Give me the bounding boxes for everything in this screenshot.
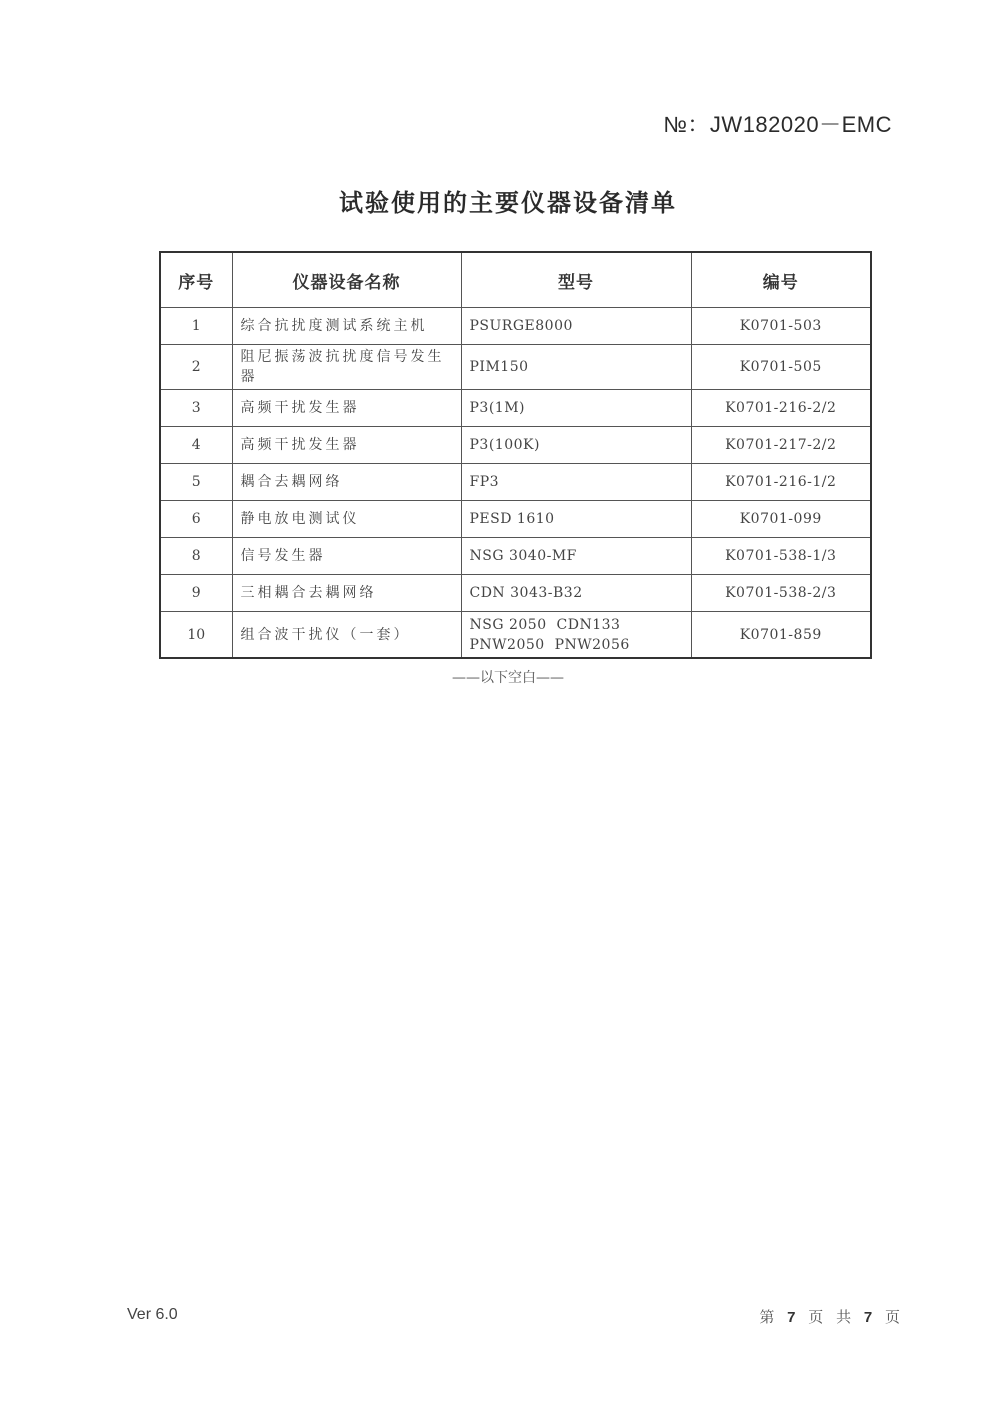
cell-name: 高频干扰发生器 [232, 427, 461, 464]
cell-model-line2: PNW2050 PNW2056 [469, 636, 630, 653]
cell-seq: 10 [160, 612, 232, 659]
cell-code: K0701-099 [691, 501, 871, 538]
cell-code: K0701-538-2/3 [691, 575, 871, 612]
cell-model: P3(1M) [461, 390, 691, 427]
table-row [160, 308, 871, 345]
cell-code: K0701-216-1/2 [691, 464, 871, 501]
cell-model: PESD 1610 [461, 501, 691, 538]
cell-code: K0701-216-2/2 [691, 390, 871, 427]
page-title: 试验使用的主要仪器设备清单 [339, 189, 677, 217]
table-header-row [160, 252, 871, 308]
end-of-list-mark: ——以下空白—— [452, 670, 564, 686]
page-number [759, 1306, 904, 1327]
page-prefix: 第 [759, 1308, 779, 1326]
cell-model: CDN 3043-B32 [461, 575, 691, 612]
cell-name: 耦合去耦网络 [232, 464, 461, 501]
column-header-model: 型号 [461, 252, 691, 308]
cell-code: K0701-538-1/3 [691, 538, 871, 575]
table-row [160, 575, 871, 612]
cell-name: 信号发生器 [232, 538, 461, 575]
cell-seq: 5 [160, 464, 232, 501]
cell-seq: 1 [160, 308, 232, 345]
page-mid: 页 共 [808, 1308, 856, 1326]
cell-name: 高频干扰发生器 [232, 390, 461, 427]
cell-code: K0701-217-2/2 [691, 427, 871, 464]
page-current: 7 [787, 1309, 800, 1326]
cell-seq: 2 [160, 345, 232, 390]
column-header-code: 编号 [691, 252, 871, 308]
cell-seq: 6 [160, 501, 232, 538]
table-row [160, 612, 871, 659]
cell-code: K0701-505 [691, 345, 871, 390]
cell-seq: 8 [160, 538, 232, 575]
cell-name: 组合波干扰仪（一套） [232, 612, 461, 659]
version-label: Ver 6.0 [127, 1306, 178, 1323]
cell-name: 静电放电测试仪 [232, 501, 461, 538]
table-row [160, 427, 871, 464]
table-row [160, 501, 871, 538]
cell-code: K0701-503 [691, 308, 871, 345]
table-row [160, 390, 871, 427]
cell-name: 三相耦合去耦网络 [232, 575, 461, 612]
cell-model: P3(100K) [461, 427, 691, 464]
column-header-seq: 序号 [160, 252, 232, 308]
cell-name: 综合抗扰度测试系统主机 [232, 308, 461, 345]
cell-seq: 4 [160, 427, 232, 464]
cell-model-line1: NSG 2050 CDN133 [469, 616, 621, 633]
page-suffix: 页 [884, 1308, 904, 1326]
cell-model: PIM150 [461, 345, 691, 390]
equipment-table [159, 251, 872, 659]
cell-model: FP3 [461, 464, 691, 501]
page-total: 7 [863, 1309, 877, 1326]
document-number: №：JW182020－EMC [663, 112, 892, 137]
cell-model: NSG 3040-MF [461, 538, 691, 575]
cell-seq: 9 [160, 575, 232, 612]
cell-model [461, 612, 691, 659]
column-header-name: 仪器设备名称 [232, 252, 461, 308]
cell-model: PSURGE8000 [461, 308, 691, 345]
cell-seq: 3 [160, 390, 232, 427]
table-row [160, 538, 871, 575]
cell-name: 阻尼振荡波抗扰度信号发生器 [232, 345, 461, 390]
table-row [160, 464, 871, 501]
cell-code: K0701-859 [691, 612, 871, 659]
table-row [160, 345, 871, 390]
